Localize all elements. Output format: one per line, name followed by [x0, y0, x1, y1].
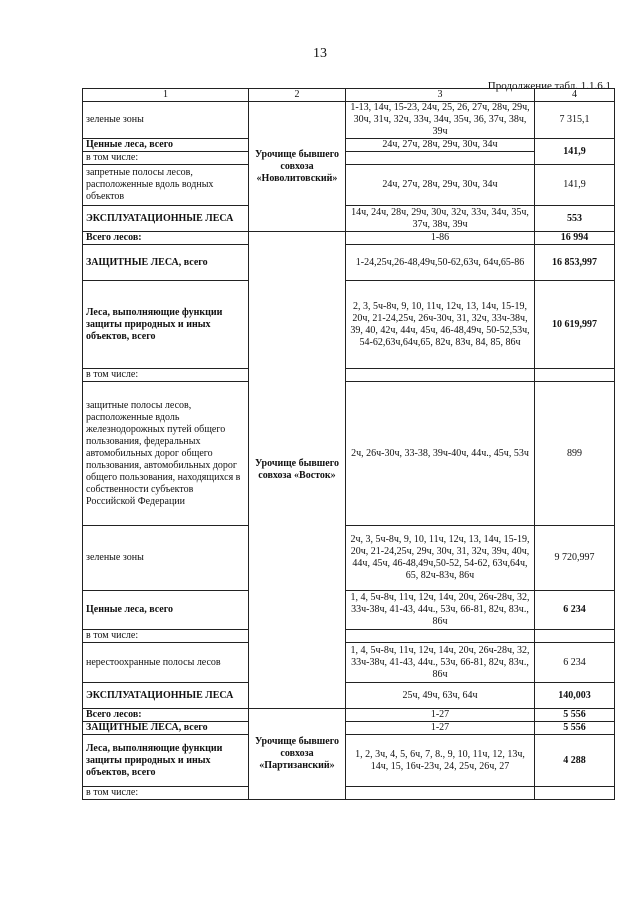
header-col-1: 1 [83, 89, 249, 102]
row-quarters [346, 369, 535, 382]
group-vostok: Урочище бывшего совхоза «Восток» [249, 232, 346, 709]
table-row [83, 245, 615, 281]
row-quarters: 2, 3, 5ч-8ч, 9, 10, 11ч, 12ч, 13, 14ч, 15-19, 20ч, 21-24,25ч, 26ч-30ч, 31, 32ч, 33ч-38ч, 39, 40, 42ч, 44ч, 45ч, 46-48,49ч, 50-52,53ч, 54-62,63ч,64ч,65, 82ч, 83ч, 84, 85, 86ч [346, 281, 535, 369]
table-row [83, 281, 615, 369]
row-name: ЭКСПЛУАТАЦИОННЫЕ ЛЕСА [83, 206, 249, 232]
table-row [83, 630, 615, 643]
row-area: 141,9 [535, 165, 615, 206]
row-name: защитные полосы лесов, расположенные вдоль железнодорожных путей общего пользования, федеральных автомобильных дорог общего пользования, автомобильных дорог общего пользования, находящихся в собственности субъектов Российской Федерации [83, 382, 249, 526]
row-area: 6 234 [535, 643, 615, 683]
row-name: Всего лесов: [83, 232, 249, 245]
row-quarters [346, 787, 535, 800]
row-quarters: 1, 2, 3ч, 4, 5, 6ч, 7, 8., 9, 10, 11ч, 12, 13ч, 14ч, 15, 16ч-23ч, 24, 25ч, 26ч, 27 [346, 735, 535, 787]
table-row [83, 526, 615, 591]
row-quarters: 1-27 [346, 722, 535, 735]
row-area: 899 [535, 382, 615, 526]
row-area: 6 234 [535, 591, 615, 630]
row-name: ЗАЩИТНЫЕ ЛЕСА, всего [83, 722, 249, 735]
row-name: Всего лесов: [83, 709, 249, 722]
row-area: 16 853,997 [535, 245, 615, 281]
table-row [83, 165, 615, 206]
table-header-row [83, 89, 615, 102]
row-area [535, 369, 615, 382]
row-quarters: 1-86 [346, 232, 535, 245]
row-area: 141,9 [535, 139, 615, 165]
row-quarters: 24ч, 27ч, 28ч, 29ч, 30ч, 34ч [346, 139, 535, 152]
row-quarters: 1, 4, 5ч-8ч, 11ч, 12ч, 14ч, 20ч, 26ч-28ч, 32, 33ч-38ч, 41-43, 44ч., 53ч, 66-81, 82ч, 83ч., 86ч [346, 591, 535, 630]
table-continuation-label: Продолжение табл. 1.1.6.1 [487, 80, 611, 92]
table-row [83, 139, 615, 152]
row-name: Леса, выполняющие функции защиты природных и иных объектов, всего [83, 281, 249, 369]
row-quarters: 14ч, 24ч, 28ч, 29ч, 30ч, 32ч, 33ч, 34ч, 35ч, 37ч, 38ч, 39ч [346, 206, 535, 232]
table-row [83, 232, 615, 245]
row-area: 7 315,1 [535, 102, 615, 139]
table-row [83, 787, 615, 800]
row-name: зеленые зоны [83, 102, 249, 139]
row-area [535, 630, 615, 643]
row-area: 9 720,997 [535, 526, 615, 591]
forest-table [82, 88, 615, 800]
group-novolitovsky: Урочище бывшего совхоза «Новолитовский» [249, 102, 346, 232]
row-area: 16 994 [535, 232, 615, 245]
row-quarters: 1-24,25ч,26-48,49ч,50-62,63ч, 64ч,65-86 [346, 245, 535, 281]
row-area: 4 288 [535, 735, 615, 787]
table-row [83, 206, 615, 232]
table-row [83, 735, 615, 787]
header-col-3: 3 [346, 89, 535, 102]
row-quarters: 2ч, 26ч-30ч, 33-38, 39ч-40ч, 44ч., 45ч, 53ч [346, 382, 535, 526]
row-name: в том числе: [83, 630, 249, 643]
row-name: в том числе: [83, 152, 249, 165]
row-quarters: 1-13, 14ч, 15-23, 24ч, 25, 26, 27ч, 28ч, 29ч, 30ч, 31ч, 32ч, 33ч, 34ч, 35ч, 36, 37ч, 38ч, 39ч [346, 102, 535, 139]
table-row [83, 643, 615, 683]
table-row [83, 722, 615, 735]
row-area: 553 [535, 206, 615, 232]
row-name: Ценные леса, всего [83, 139, 249, 152]
row-area: 10 619,997 [535, 281, 615, 369]
row-quarters: 24ч, 27ч, 28ч, 29ч, 30ч, 34ч [346, 165, 535, 206]
table-row [83, 102, 615, 139]
row-quarters [346, 630, 535, 643]
table-row [83, 683, 615, 709]
row-name: в том числе: [83, 369, 249, 382]
row-name: зеленые зоны [83, 526, 249, 591]
row-area: 5 556 [535, 722, 615, 735]
row-name: Ценные леса, всего [83, 591, 249, 630]
row-area: 140,003 [535, 683, 615, 709]
row-quarters [346, 152, 535, 165]
row-name: ЗАЩИТНЫЕ ЛЕСА, всего [83, 245, 249, 281]
row-quarters: 1-27 [346, 709, 535, 722]
header-col-2: 2 [249, 89, 346, 102]
row-area: 5 556 [535, 709, 615, 722]
row-name: в том числе: [83, 787, 249, 800]
row-name: Леса, выполняющие функции защиты природных и иных объектов, всего [83, 735, 249, 787]
table-row [83, 709, 615, 722]
table-row [83, 369, 615, 382]
row-quarters: 2ч, 3, 5ч-8ч, 9, 10, 11ч, 12ч, 13, 14ч, 15-19, 20ч, 21-24,25ч, 29ч, 30ч, 31, 32ч, 39ч, 40ч, 44ч, 45ч, 46-48,49ч,50-52, 54-62, 63ч,64ч, 65, 82ч-83ч, 86ч [346, 526, 535, 591]
row-name: ЭКСПЛУАТАЦИОННЫЕ ЛЕСА [83, 683, 249, 709]
page-number: 13 [313, 46, 327, 61]
table-row [83, 591, 615, 630]
row-area [535, 787, 615, 800]
row-name: запретные полосы лесов, расположенные вдоль водных объектов [83, 165, 249, 206]
row-name: нерестоохранные полосы лесов [83, 643, 249, 683]
table-row [83, 382, 615, 526]
row-quarters: 1, 4, 5ч-8ч, 11ч, 12ч, 14ч, 20ч, 26ч-28ч, 32, 33ч-38ч, 41-43, 44ч., 53ч, 66-81, 82ч, 83ч., 86ч [346, 643, 535, 683]
group-partizansky: Урочище бывшего совхоза «Партизанский» [249, 709, 346, 800]
row-quarters: 25ч, 49ч, 63ч, 64ч [346, 683, 535, 709]
header-col-4: 4 [535, 89, 615, 102]
